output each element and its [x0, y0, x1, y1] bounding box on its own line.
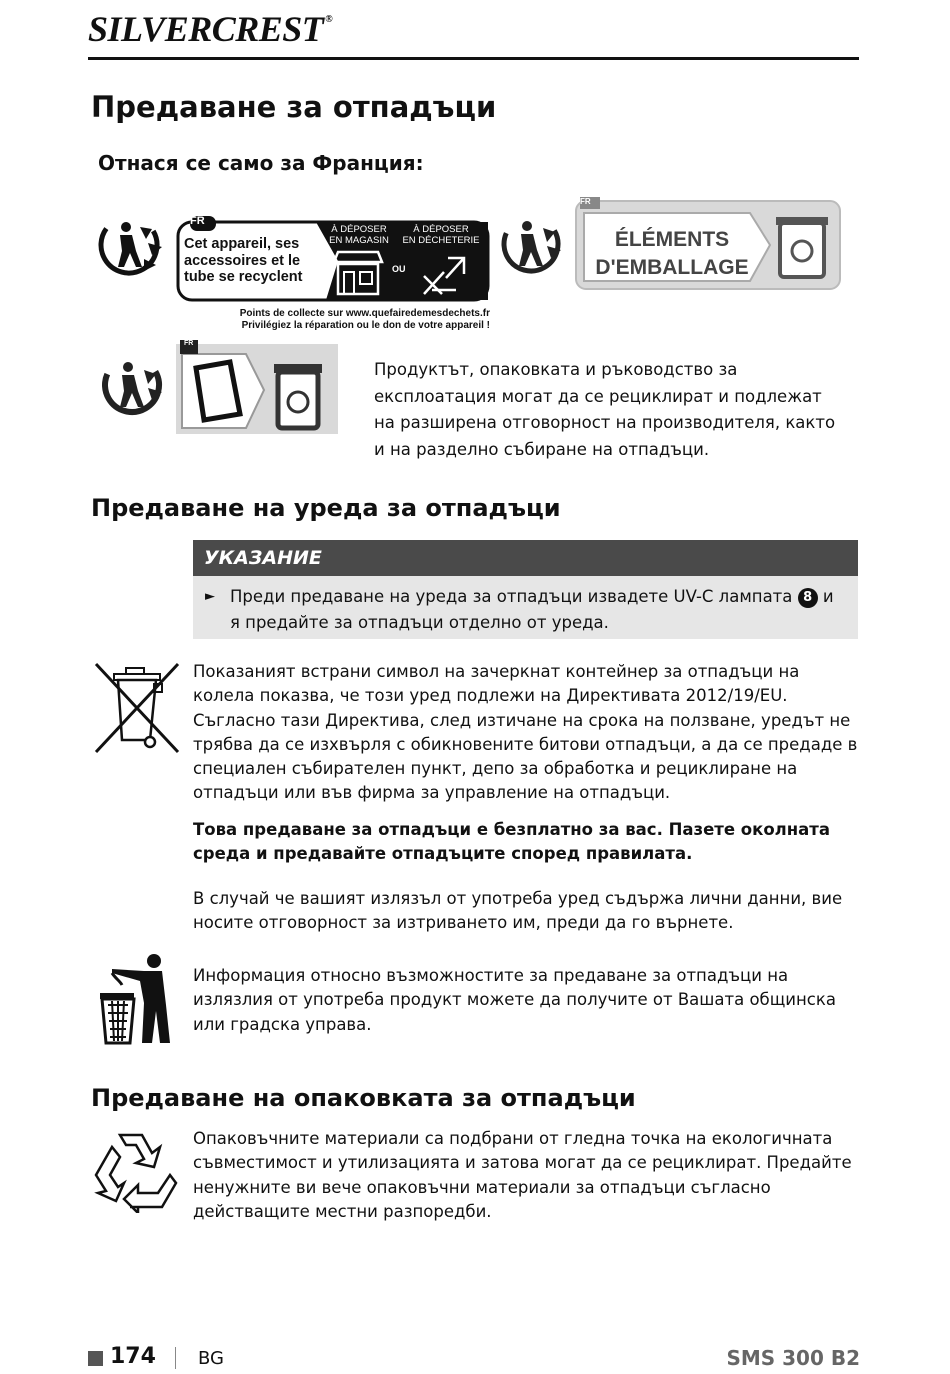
page-number: 174: [110, 1344, 156, 1369]
paper-logo-banner: [174, 340, 340, 436]
france-text: Продуктът, опаковката и ръководство за експлоатация могат да се рециклират и подлежат на разширена отговорност на производителя, както и на разделно събиране на отпадъци.: [374, 360, 836, 459]
trash-disposal-icon: [98, 953, 178, 1045]
model-number: SMS 300 B2: [726, 1346, 860, 1370]
shop-icon: [330, 250, 386, 296]
recycle-icon: [90, 1127, 182, 1213]
section-title: Предаване за отпадъци: [91, 90, 497, 124]
note-text-b: и я предайте за отпадъци отделно от уреда.: [230, 587, 834, 632]
fr-option-dump-line-2: EN DÉCHETERIE: [402, 235, 480, 246]
device-personal-data-text: В случай че вашият излязъл от употреба уред съдържа лични данни, вие носите отговорност за изтриването им, преди да го върнете.: [193, 889, 843, 933]
fr-option-shop-line-2: EN MAGASIN: [329, 235, 389, 246]
fr-main-line-1: Cet appareil, ses: [184, 236, 300, 252]
packaging-text: Опаковъчните материали са подбрани от гледна точка на екологичната съвместимост и утилизацията и затова могат да се рециклират. Предайте ненужните ви вече опаковъчни материали за отпадъци съгласно действащите местни разпоредби.: [193, 1129, 852, 1221]
triman-icon: [96, 209, 168, 281]
fr-main-text: [184, 236, 302, 286]
footer-separator: [175, 1347, 176, 1369]
bullet-arrow-icon: ►: [205, 589, 215, 604]
note-title: УКАЗАНИЕ: [193, 540, 858, 576]
brand-name: SILVERCREST: [88, 9, 324, 49]
language-code: BG: [198, 1348, 224, 1369]
packaging-heading: Предаване на опаковката за отпадъци: [91, 1084, 636, 1112]
fr-note-line-2: Privilégiez la réparation ou le don de votre appareil !: [241, 320, 490, 331]
fr-option-dump-line-1: À DÉPOSER: [413, 224, 469, 235]
note-box: [193, 576, 858, 639]
device-free-disposal-text: Това предаване за отпадъци е безплатно за вас. Пазете околната среда и предавайте отпадъците според правилата.: [193, 820, 830, 864]
device-heading: Предаване на уреда за отпадъци: [91, 494, 561, 522]
device-authority-text: Информация относно възможностите за предаване за отпадъци на излязлия от употреба продукт можете да получите от Вашата общинска или градска управа.: [193, 966, 836, 1034]
fr-main-line-3: tube se recyclent: [184, 269, 303, 285]
packaging-logo-text: [584, 226, 760, 282]
packaging-logo-line-1: ÉLÉMENTS: [614, 228, 730, 251]
fr-or: OU: [392, 264, 406, 274]
note-text-a: Преди предаване на уреда за отпадъци извадете UV-C лампата: [230, 587, 793, 606]
fr-collection-note: [176, 308, 490, 332]
triman-paper-icon: [98, 350, 168, 420]
crossed-bin-icon: [92, 662, 182, 754]
header-rule: [88, 57, 859, 60]
footer-marker: [88, 1351, 103, 1366]
triman-packaging-icon: [497, 210, 567, 278]
registered-mark: ®: [325, 14, 333, 25]
fr-option-dump: [400, 224, 482, 246]
fr-badge: FR: [190, 215, 205, 227]
fr-option-shop: [320, 224, 398, 246]
fr-note-line-1: Points de collecte sur www.quefairedemesdechets.fr: [239, 308, 490, 319]
device-weee-text: Показаният встрани символ на зачеркнат контейнер за отпадъци на колела показва, че този уред подлежи на Директивата 2012/19/EU. Съгласно тази Директива, след изтичане на срока на ползване, уредът не трябва да се изхвърля с обикновените битови отпадъци, а да се предаде в специален събирателен пункт, депо за обработка и рециклиране на отпадъци или във фирма за управление на отпадъци.: [193, 662, 858, 803]
packaging-logo-line-2: D'EMBALLAGE: [595, 256, 749, 279]
fr-badge-paper: FR: [184, 340, 194, 347]
part-number-badge: 8: [798, 588, 818, 608]
fr-badge-packaging: FR: [580, 197, 591, 206]
dump-icon: [418, 250, 468, 296]
fr-main-line-2: accessoires et le: [184, 252, 301, 269]
france-heading: Отнася се само за Франция:: [98, 151, 424, 175]
fr-option-shop-line-1: À DÉPOSER: [331, 224, 387, 235]
brand-logo: [88, 8, 332, 50]
